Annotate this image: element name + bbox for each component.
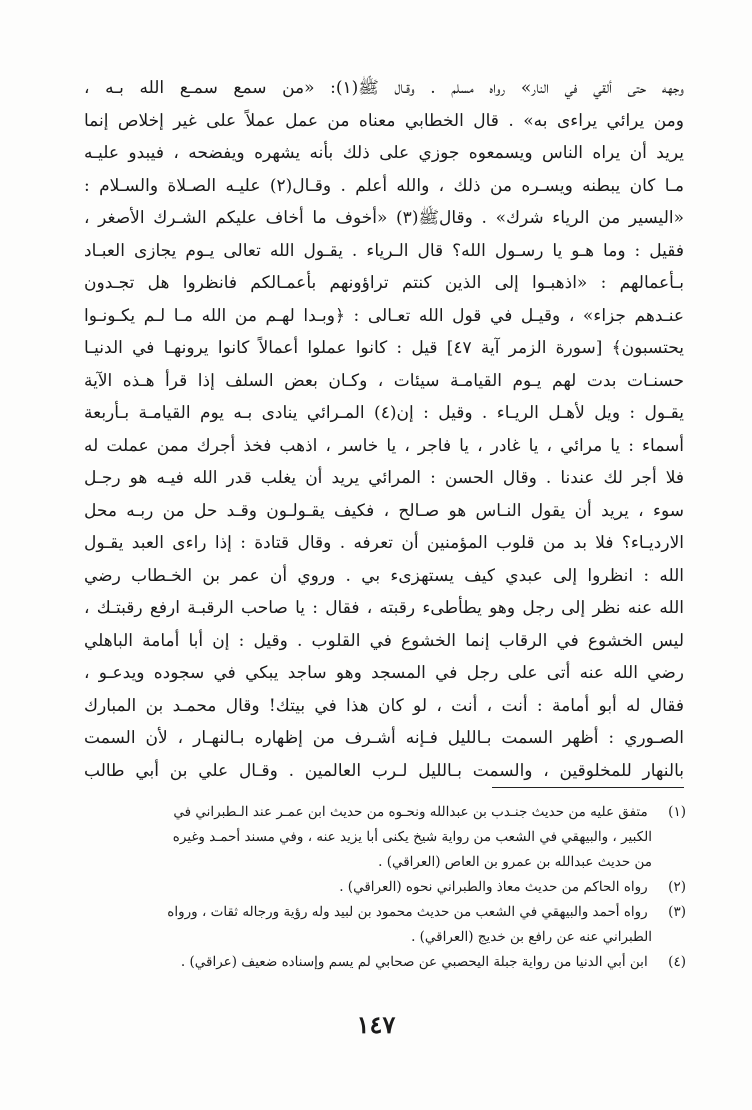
text-line-10: حسنـات بدت لهم يـوم القيامـة سيئات ، وكـان بعض السلف إذا قرأ هـذه الآية (84, 370, 684, 391)
text-line-14: سوء ، يريد أن يقول النـاس هو صـالح ، فكيف يقـولـون وقـد حل من ربـه محل (84, 500, 684, 521)
text-line-6: فقيل : وما هـو يا رسـول الله؟ قال الـرياء . يقـول الله تعالى يـوم يجازى العبـاد (84, 240, 684, 261)
footnote-number: (١) (668, 804, 686, 820)
footnote-1 (90, 800, 686, 875)
text-line-22: بالنهار للمخلوقين ، والسمت بـالليل لـرب العالمين . وقـال علي بن أبي طالب (84, 760, 684, 781)
text-line-18: ليس الخشوع في الرقاب إنما الخشوع في القلوب . وقيل : إن أبا أمامة الباهلي (84, 630, 684, 651)
text-line-21: الصـوري : أظهر السمت بـالليل فـإنه أشـرف من إظهاره بـالنهـار ، لأن السمت (84, 728, 684, 748)
footnote-number: (٣) (668, 904, 686, 920)
footnote-4 (90, 950, 686, 975)
text-line-8: عنـدهم جزاء» ، وقيـل في قول الله تعـالى : ﴿وبـدا لهـم من الله مـا لـم يكـونـوا (84, 305, 684, 326)
text-line-19: رضي الله عنه أتى على رجل في المسجد وهو ساجد يبكي في سجوده ويدعـو ، (84, 663, 684, 683)
text-line-13: فلا أجر لك عندنا . وقال الحسن : المرائي يريد أن يغلب قدر الله فيـه هو رجـل (84, 468, 684, 488)
text-line-4: مـا كان يبطنه ويسـره من ذلك ، والله أعلم . وقـال(٢) عليـه الصـلاة والسـلام : (84, 175, 684, 196)
text-line-7: بـأعمالهم : «اذهبـوا إلى الذين كنتم تراؤونهم بأعمـالكم فانظروا هل تجـدون (84, 273, 684, 293)
page-number: ١٤٧ (356, 1010, 396, 1039)
footnote-text: ابن أبي الدنيا من رواية جبلة اليحصبي عن صحابي لم يسم وإسناده ضعيف (عراقي) . (180, 954, 648, 970)
text-line-16: الله : انظروا إلى عبدي كيف يستهزىء بي . وروي أن عمر بن الخـطاب رضي (84, 565, 684, 586)
text-line-3: يريد أن يراه الناس ويسمعوه جوزي على ذلك بأنه يشهره ويفضحه ، فيبدو عليـه (84, 143, 684, 163)
text-line-15: الارديـاء؟ فلا بد من قلوب المؤمنين أن تعرفه . وقال قتادة : إذا راءى العبد يقـول (84, 533, 684, 553)
text-line-5: «اليسير من الرياء شرك» . وقالﷺ(٣) «أخوف ما أخاف عليكم الشـرك الأصغر ، (84, 208, 684, 228)
text-line-17: الله عنه نظر إلى رجل وهو يطأطىء رقبته ، فقال : يا صاحب الرقبـة ارفع رقبتـك ، (84, 598, 684, 618)
footnote-3 (90, 900, 686, 950)
text-line-12: أسماء : يا مرائي ، يا غادر ، يا فاجر ، يا خاسر ، اذهب فخذ أجرك ممن عملت له (84, 435, 684, 456)
footnote-text: رواه الحاكم من حديث معاذ والطبراني نحوه (العراقي) . (339, 879, 648, 895)
text-line-9: يحتسبون﴾ [سورة الزمر آية ٤٧] قيل : كانوا عملوا أعمالاً كانوا يرونهـا في الدنيـا (84, 338, 684, 358)
footnote-2 (90, 875, 686, 900)
footnote-text: من حديث عبدالله بن عمرو بن العاص (العراقي) . (378, 854, 652, 870)
text-line-1: وجهه حتى ألقي في النار» رواه مسلم . وقـال ﷺ(١): «من سمع سمـع الله بـه ، (84, 78, 684, 98)
text-line-11: يقـول : ويل لأهـل الريـاء . وقيل : إن(٤) المـرائي ينادى بـه يوم القيامـة بـأربعة (84, 403, 684, 423)
footnote-separator (492, 787, 684, 788)
footnote-number: (٤) (668, 954, 686, 970)
footnote-text: الكبير ، والبيهقي في الشعب من رواية شيخ يكنى أبا يزيد عنه ، وفي مسند أحمـد وغيره (172, 829, 652, 845)
text-line-2: ومن يرائي يراءى به» . قال الخطابي معناه من عمل عملاً على غير إخلاص إنما (84, 110, 684, 131)
footnotes (90, 800, 686, 975)
footnote-text: الطبراني عنه عن رافع بن خديج (العراقي) . (411, 929, 652, 945)
footnote-text: متفق عليه من حديث جنـدب بن عبدالله ونحـوه من حديث ابن عمـر عند الـطبراني في (173, 804, 648, 820)
footnote-number: (٢) (668, 879, 686, 895)
footnote-text: رواه أحمد والبيهقي في الشعب من حديث محمود بن لبيد وله رؤية ورجاله ثقات ، ورواه (167, 904, 648, 920)
main-text (84, 72, 684, 787)
text-line-20: فقال له أبو أمامة : أنت ، أنت ، لو كان هذا في بيتك! وقال محمـد بن المبارك (84, 695, 684, 716)
